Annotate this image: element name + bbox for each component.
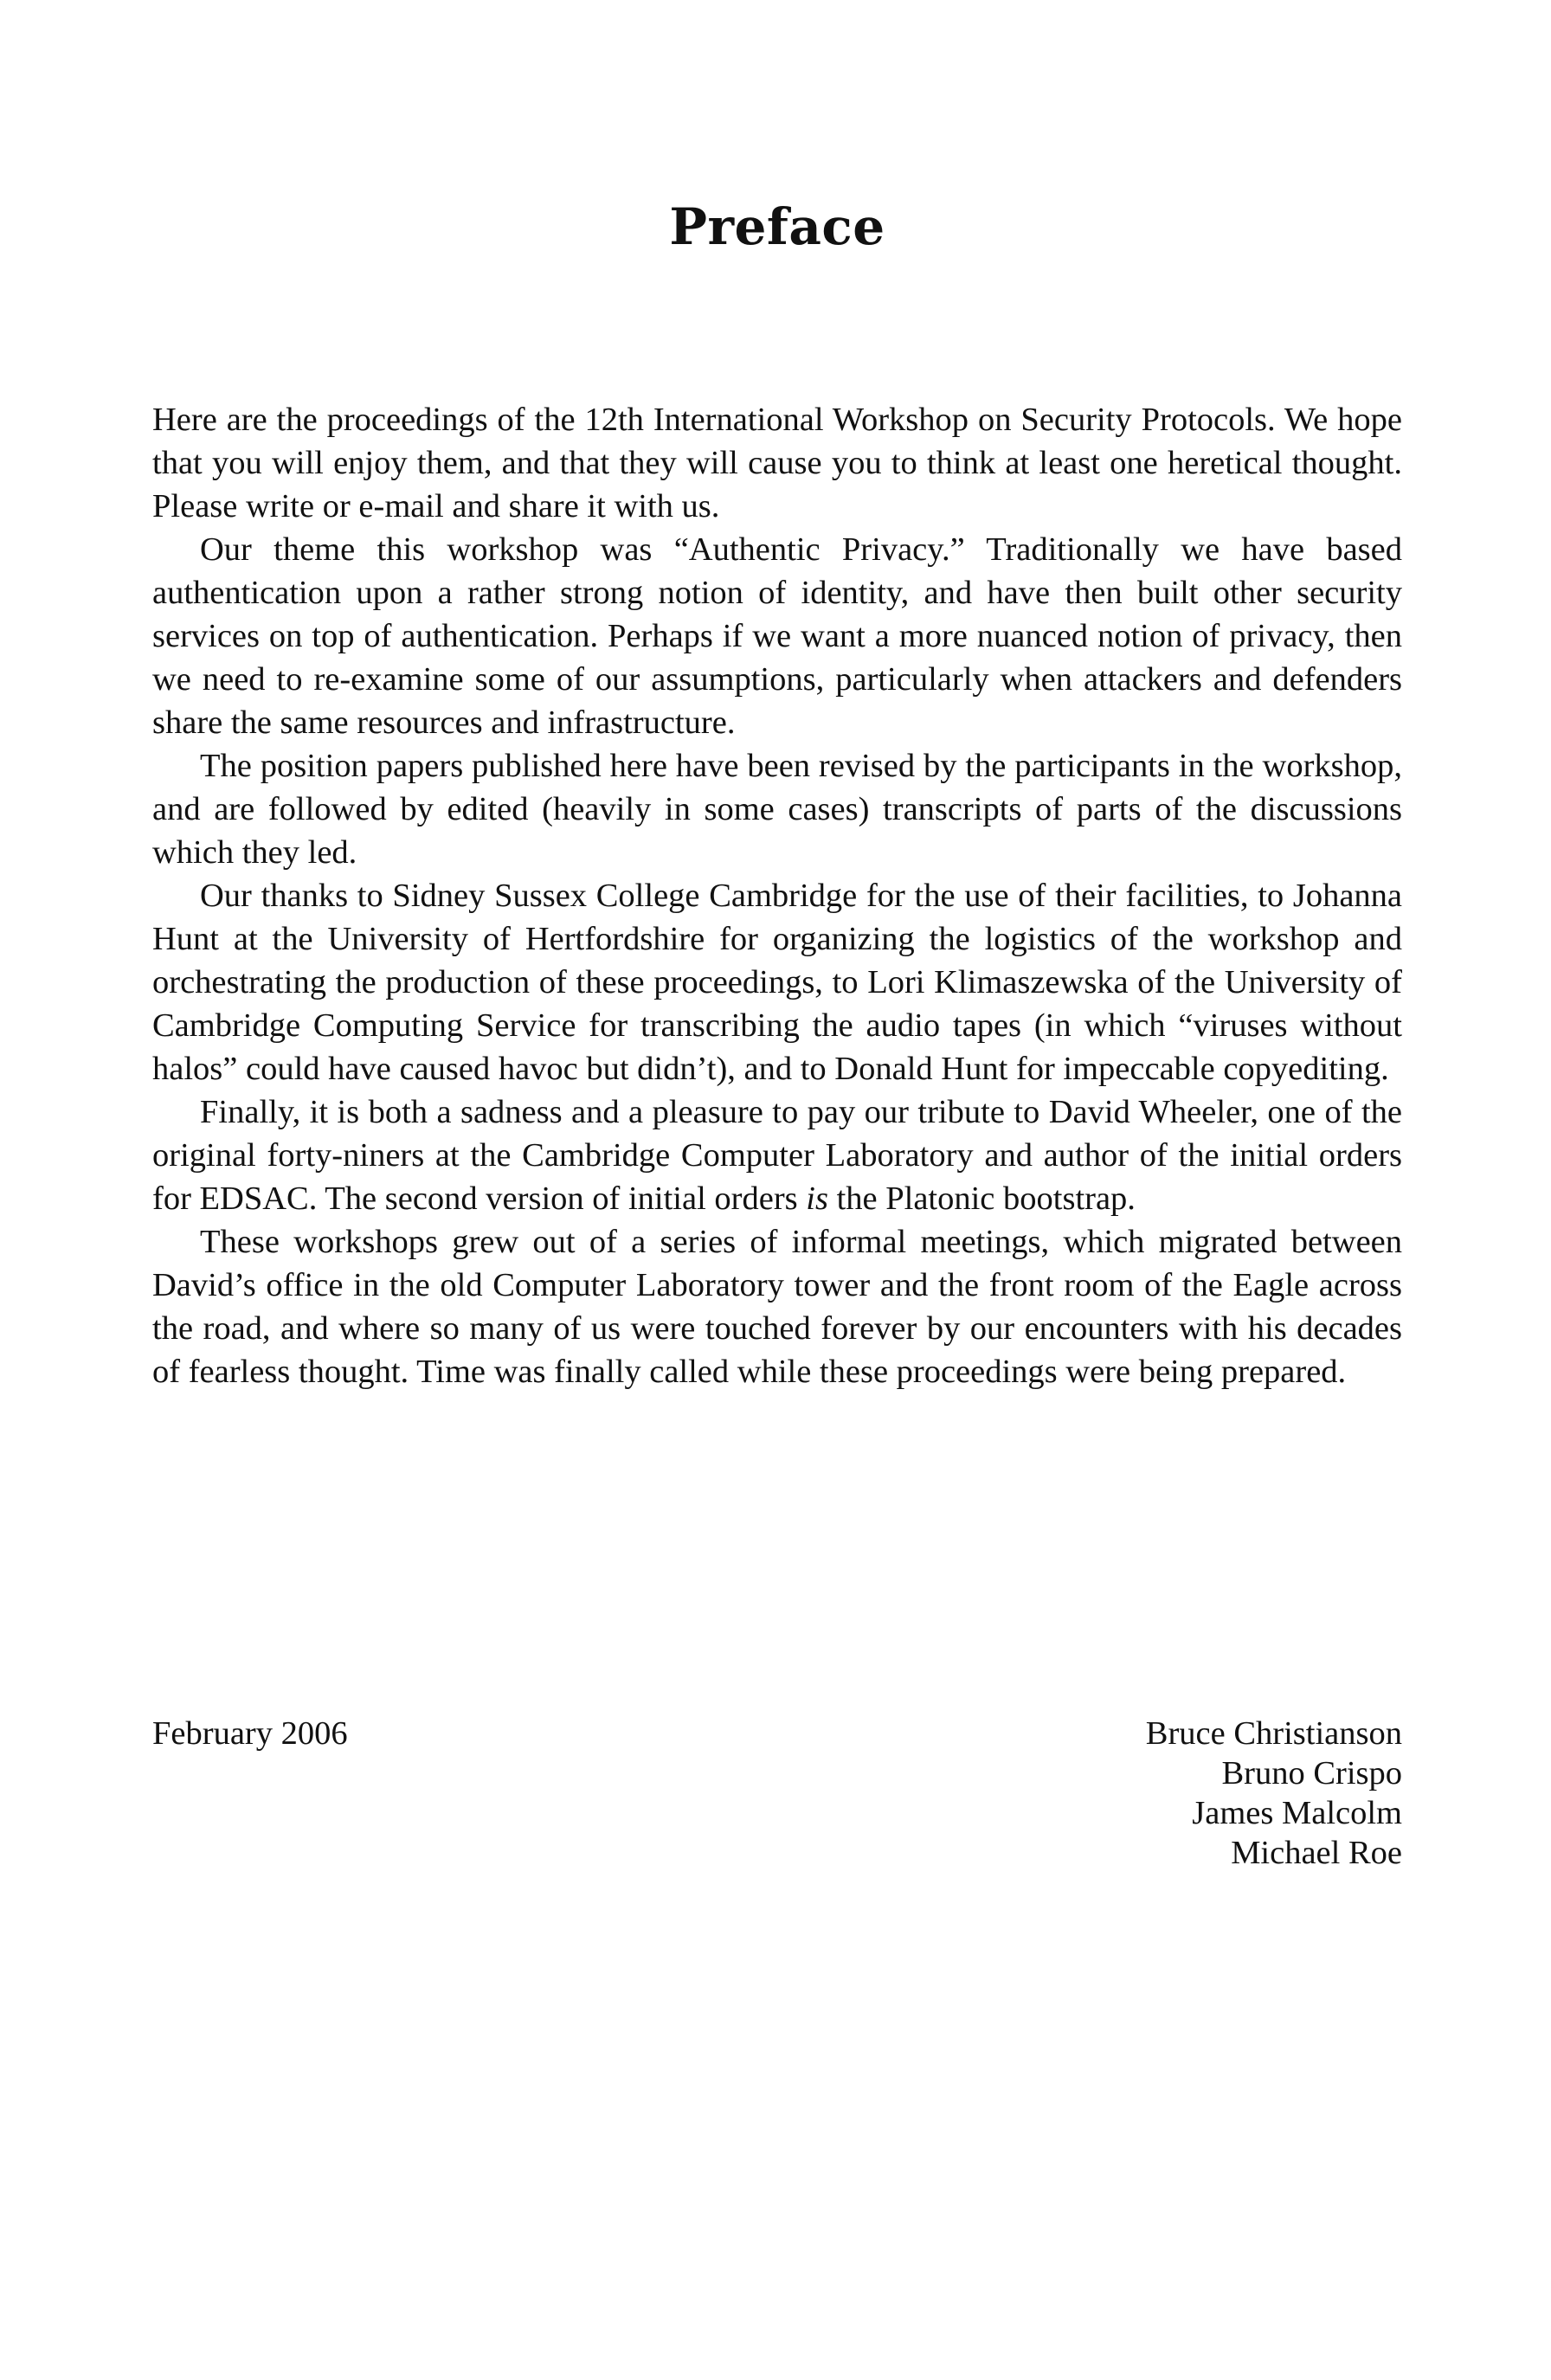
paragraph-5-text-end: the Platonic bootstrap. xyxy=(827,1180,1136,1217)
author-list xyxy=(1146,1714,1402,1873)
paragraph-4: Our thanks to Sidney Sussex College Cambridge for the use of their facilities, to Johanna Hunt at the University of Hertfordshire for organizing the logistics of the workshop and orchestrating the production of these proceedings, to Lori Klimaszewska of the University of Cambridge Computing Service for transcribing the audio tapes (in which “viruses without halos” could have caused havoc but didn’t), and to Donald Hunt for impeccable copyediting. xyxy=(152,878,1402,1087)
paragraph-3: The position papers published here have been revised by the participants in the workshop, and are followed by edited (heavily in some cases) transcripts of parts of the discussions which they led. xyxy=(152,748,1402,871)
author-name: Bruce Christianson xyxy=(1145,1715,1402,1752)
paragraph-6: These workshops grew out of a series of informal meetings, which migrated between David’s office in the old Computer Laboratory tower and the front room of the Eagle across the road, and where so many of us were touched forever by our encounters with his decades of fearless thought. Time was finally called while these proceedings were being prepared. xyxy=(152,1224,1402,1390)
document-page xyxy=(152,0,1402,2380)
preface-body xyxy=(152,398,1402,1393)
author-name: Michael Roe xyxy=(1231,1835,1402,1871)
paragraph-5-italic-word: is xyxy=(806,1180,828,1217)
paragraph-5 xyxy=(152,1090,1402,1220)
date-line: February 2006 xyxy=(152,1715,348,1752)
paragraph-2: Our theme this workshop was “Authentic Privacy.” Traditionally we have based authentication upon a rather strong notion of identity, and have then built other security services on top of authentication. Perhaps if we want a more nuanced notion of privacy, then we need to re-examine some of our assumptions, particularly when attackers and defenders share the same resources and infrastructure. xyxy=(152,531,1402,741)
author-name: Bruno Crispo xyxy=(1221,1755,1402,1791)
author-name: James Malcolm xyxy=(1192,1795,1402,1831)
paragraph-5-text-start: Finally, it is both a sadness and a pleasure to pay our tribute to David Wheeler, one of the original forty-niners at the Cambridge Computer Laboratory and author of the initial orders for EDSAC. The second version of initial orders xyxy=(152,1094,1402,1217)
page-title: Preface xyxy=(669,196,885,256)
paragraph-1: Here are the proceedings of the 12th International Workshop on Security Protocols. We hope that you will enjoy them, and that they will cause you to think at least one heretical thought. Please write or e-mail and share it with us. xyxy=(152,402,1402,524)
